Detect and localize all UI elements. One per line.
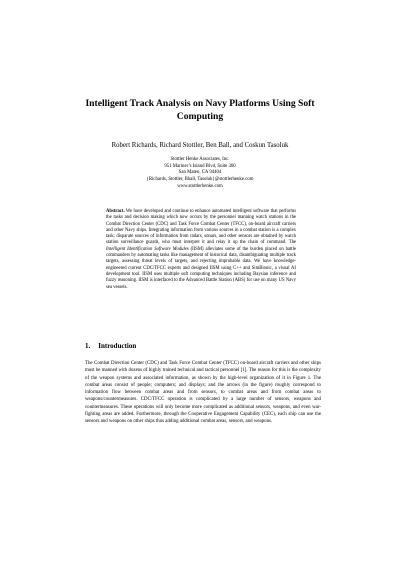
abstract-italic-module-name: Intelligent Identification Software Module — [106, 246, 187, 252]
paper-title — [70, 97, 330, 123]
abstract-text-part-1: We have developed and continue to enhance automated intelligent software that performs the tasks and decision making which now occurs by the personnel manning watch stations in the Combat Direction Center (CDC) and Task Force Combat Center (TFCC), on-board aircraft carriers and other Navy ships. Integrating information from various sources in a combat station is a complex task; disparate sources of information from radars, sonars, and other sensors are obtained by watch station surveillance guards, who must interpret it and relay it up the chain of command. The — [106, 209, 296, 246]
affiliation-street: 951 Mariner’s Island Blvd, Suite 360 — [164, 163, 236, 169]
abstract — [106, 209, 296, 291]
section-number: 1. — [85, 342, 91, 350]
affiliation-company: Stottler Henke Associates, Inc. — [170, 157, 230, 162]
affiliation-website: www.stottlerhenke.com — [177, 183, 223, 189]
section-title: Introduction — [98, 342, 137, 350]
affiliation-block — [110, 157, 290, 191]
author-list: Robert Richards, Richard Stottler, Ben Ball, and Coskun Tasoluk — [111, 142, 289, 149]
affiliation-city: San Mateo, CA 94404 — [178, 170, 222, 176]
abstract-text-part-2: s (IISM) alleviates some of the burden placed on battle commanders by automating tasks like management of historical data, disambiguating multiple track targets, assessing threat levels of targets, and rejecting improbable data. We have knowledge-engineered current CDC/TFCC experts and designed IISM using C++ and SimBionic, a visual AI development tool. IISM uses multiple soft computing techniques including Baysian inference and fuzzy reasoning. IISM is interfaced to the Advanced Battle Station (ABS) for use on many US Navy sea vessels. — [106, 246, 296, 290]
affiliation-emails: {Richards, Stottler, Bball, Tasoluk}@stottlerhenke.com — [146, 177, 254, 183]
title-line-1: Intelligent Track Analysis on Navy Platforms Using Soft — [85, 98, 315, 109]
title-line-2: Computing — [176, 111, 224, 122]
section-heading-introduction — [85, 342, 136, 351]
introduction-paragraph: The Combat Direction Center (CDC) and Task Force Combat Center (TFCC) on-board aircraft carriers and other ships must be manned with dozens of highly trained technical and tactical personnel [1]. The reason for this is the complexity of the weapon systems and associated information, as shown by the high-level organization of it in Figure 1. The combat areas consist of people; computers; and displays; and the arrows (in the figure) roughly correspond to information flow between combat areas and from sensors, to combat areas and from combat areas to weapons/countermeasures. CDC/TFCC operation is complicated by a large number of sensors, weapons and countermeasures. These operations will only become more complicated as additional sensors, weapons, and even war-fighting areas are added. Furthermore, through the Cooperative Engagement Capability (CEC), each ship can use the sensors and weapons on other ships thus adding additional combat areas, sensors, and weapons. — [85, 361, 321, 425]
abstract-label: Abstract. — [106, 209, 125, 214]
